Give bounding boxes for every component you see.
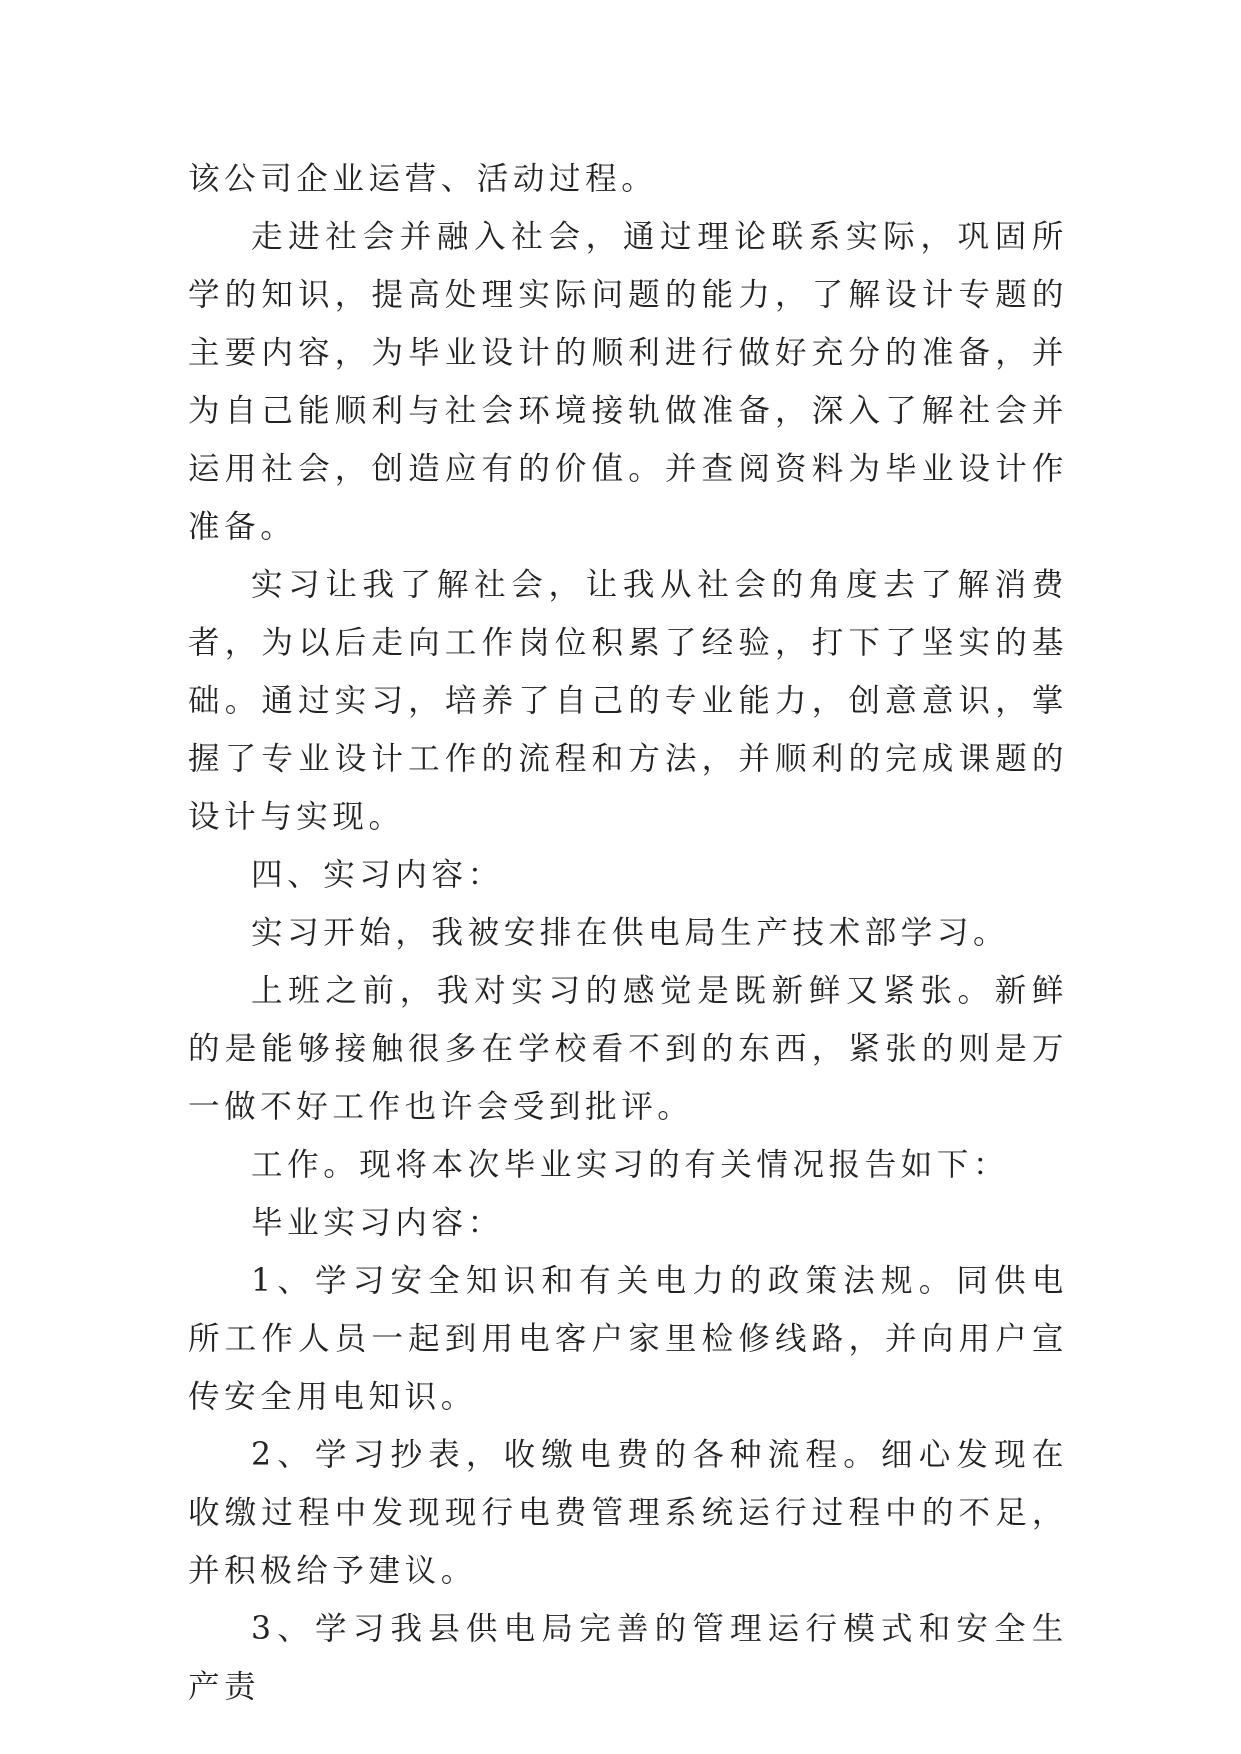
paragraph-2: 走进社会并融入社会，通过理论联系实际，巩固所学的知识，提高处理实际问题的能力，了解设计专题的主要内容，为毕业设计的顺利进行做好充分的准备，并为自己能顺利与社会环境接轨做准备，深入了解社会并运用社会，创造应有的价值。并查阅资料为毕业设计作准备。 bbox=[188, 219, 1068, 545]
document-body bbox=[188, 150, 1068, 1716]
paragraph-7: 工作。现将本次毕业实习的有关情况报告如下： bbox=[251, 1147, 1010, 1183]
paragraph-3: 实习让我了解社会，让我从社会的角度去了解消费者，为以后走向工作岗位积累了经验，打下了坚实的基础。通过实习，培养了自己的专业能力，创意意识，掌握了专业设计工作的流程和方法，并顺利的完成课题的设计与实现。 bbox=[188, 567, 1068, 835]
paragraph-6: 上班之前，我对实习的感觉是既新鲜又紧张。新鲜的是能够接触很多在学校看不到的东西，紧张的则是万一做不好工作也许会受到批评。 bbox=[188, 973, 1068, 1125]
paragraph-1: 该公司企业运营、活动过程。 bbox=[188, 161, 658, 197]
paragraph-5: 实习开始，我被安排在供电局生产技术部学习。 bbox=[251, 915, 1010, 951]
list-item-2: 2、学习抄表，收缴电费的各种流程。细心发现在收缴过程中发现现行电费管理系统运行过程中的不足，并积极给予建议。 bbox=[188, 1437, 1068, 1589]
list-item-3: 3、学习我县供电局完善的管理运行模式和安全生产责 bbox=[188, 1611, 1068, 1705]
section-heading-internship-content: 四、实习内容： bbox=[251, 857, 504, 893]
subheading-graduation-internship-content: 毕业实习内容： bbox=[251, 1205, 504, 1241]
list-item-1: 1、学习安全知识和有关电力的政策法规。同供电所工作人员一起到用电客户家里检修线路，并向用户宣传安全用电知识。 bbox=[188, 1263, 1068, 1415]
